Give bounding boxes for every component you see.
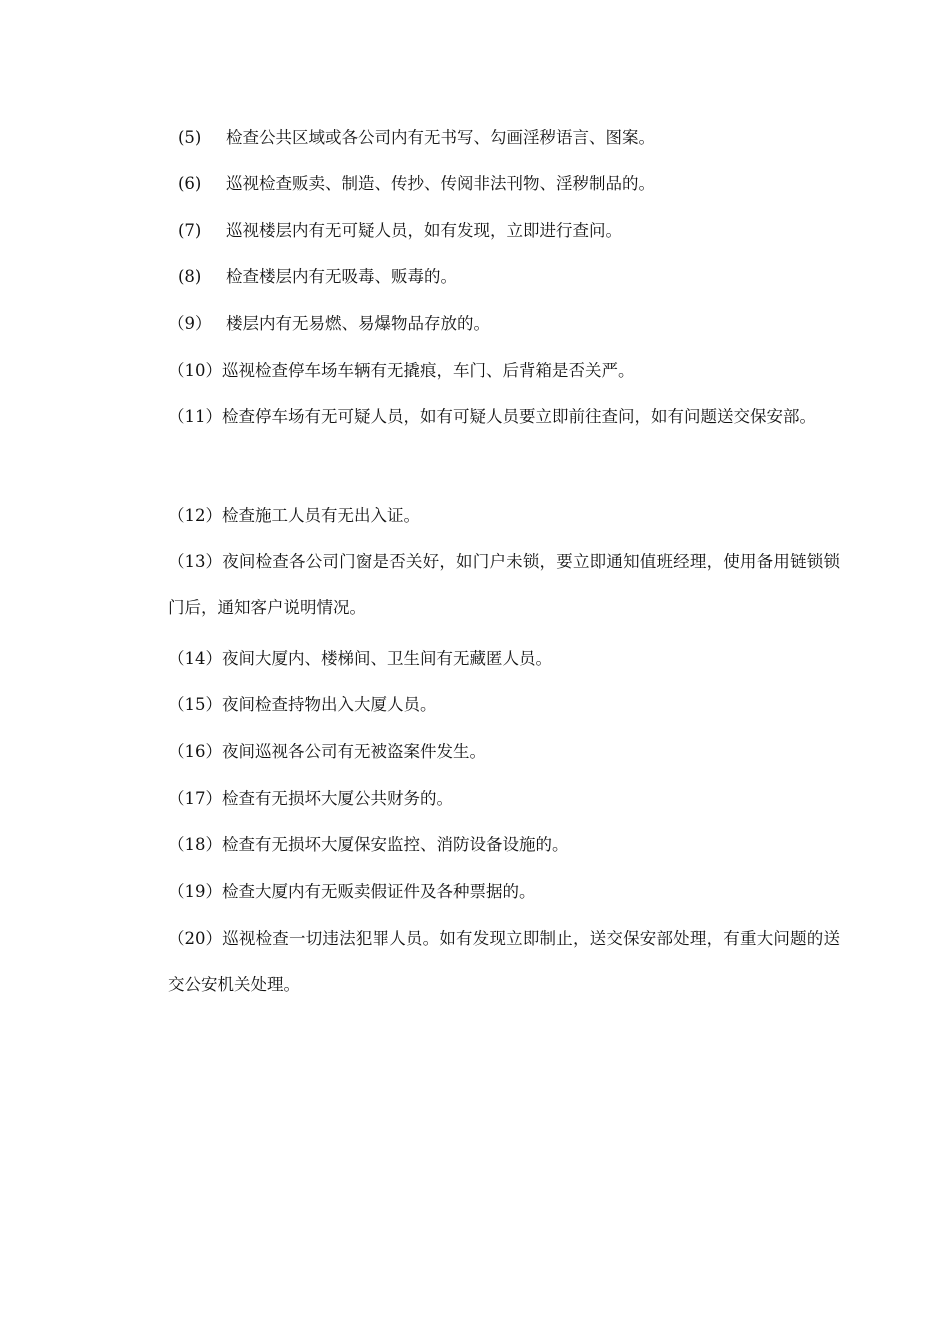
item-number: (7) bbox=[178, 221, 202, 240]
item-text: 夜间巡视各公司有无被盗案件发生。 bbox=[222, 742, 486, 761]
item-number: （9） bbox=[168, 314, 212, 333]
list-item bbox=[168, 493, 840, 539]
item-number: (5) bbox=[178, 128, 202, 147]
item-text: 夜间检查持物出入大厦人员。 bbox=[222, 695, 437, 714]
item-text: 检查施工人员有无出入证。 bbox=[222, 506, 420, 525]
item-text: 检查公共区域或各公司内有无书写、勾画淫秽语言、图案。 bbox=[226, 128, 655, 147]
list-item bbox=[168, 115, 840, 161]
item-text: 巡视楼层内有无可疑人员，如有发现，立即进行查问。 bbox=[226, 221, 622, 240]
list-item bbox=[168, 348, 840, 394]
item-number: （12） bbox=[168, 506, 222, 525]
item-number: （14） bbox=[168, 649, 222, 668]
list-item bbox=[168, 161, 840, 207]
item-number: （15） bbox=[168, 695, 222, 714]
item-number: （11） bbox=[168, 407, 222, 426]
list-item bbox=[168, 254, 840, 300]
item-number: （16） bbox=[168, 742, 222, 761]
item-text: 巡视检查贩卖、制造、传抄、传阅非法刊物、淫秽制品的。 bbox=[226, 174, 655, 193]
list-item bbox=[168, 869, 840, 915]
item-text: 巡视检查一切违法犯罪人员。如有发现立即制止，送交保安部处理，有重大问题的送交公安机关处理。 bbox=[168, 929, 840, 994]
item-number: （18） bbox=[168, 835, 222, 854]
item-number: (6) bbox=[178, 174, 202, 193]
item-text: 楼层内有无易燃、易爆物品存放的。 bbox=[226, 314, 490, 333]
list-item bbox=[168, 636, 840, 682]
item-text: 检查有无损坏大厦保安监控、消防设备设施的。 bbox=[222, 835, 569, 854]
item-text: 检查大厦内有无贩卖假证件及各种票据的。 bbox=[222, 882, 536, 901]
list-item bbox=[168, 539, 840, 631]
item-number: （20） bbox=[168, 929, 222, 948]
item-text: 检查楼层内有无吸毒、贩毒的。 bbox=[226, 267, 457, 286]
item-text: 检查停车场有无可疑人员，如有可疑人员要立即前往查问，如有问题送交保安部。 bbox=[222, 407, 816, 426]
item-number: （17） bbox=[168, 789, 222, 808]
item-text: 检查有无损坏大厦公共财务的。 bbox=[222, 789, 453, 808]
list-item bbox=[168, 729, 840, 775]
item-text: 夜间大厦内、楼梯间、卫生间有无藏匿人员。 bbox=[222, 649, 552, 668]
list-item bbox=[168, 208, 840, 254]
list-item bbox=[168, 682, 840, 728]
item-text: 夜间检查各公司门窗是否关好，如门户未锁，要立即通知值班经理，使用备用链锁锁门后，通知客户说明情况。 bbox=[168, 552, 840, 617]
item-number: （10） bbox=[168, 361, 222, 380]
item-number: (8) bbox=[178, 267, 202, 286]
list-item bbox=[168, 394, 840, 440]
item-number: （13） bbox=[168, 552, 222, 571]
list-item bbox=[168, 822, 840, 868]
list-item bbox=[168, 776, 840, 822]
item-text: 巡视检查停车场车辆有无撬痕，车门、后背箱是否关严。 bbox=[222, 361, 635, 380]
list-item bbox=[168, 916, 840, 1008]
list-item bbox=[168, 301, 840, 347]
item-number: （19） bbox=[168, 882, 222, 901]
